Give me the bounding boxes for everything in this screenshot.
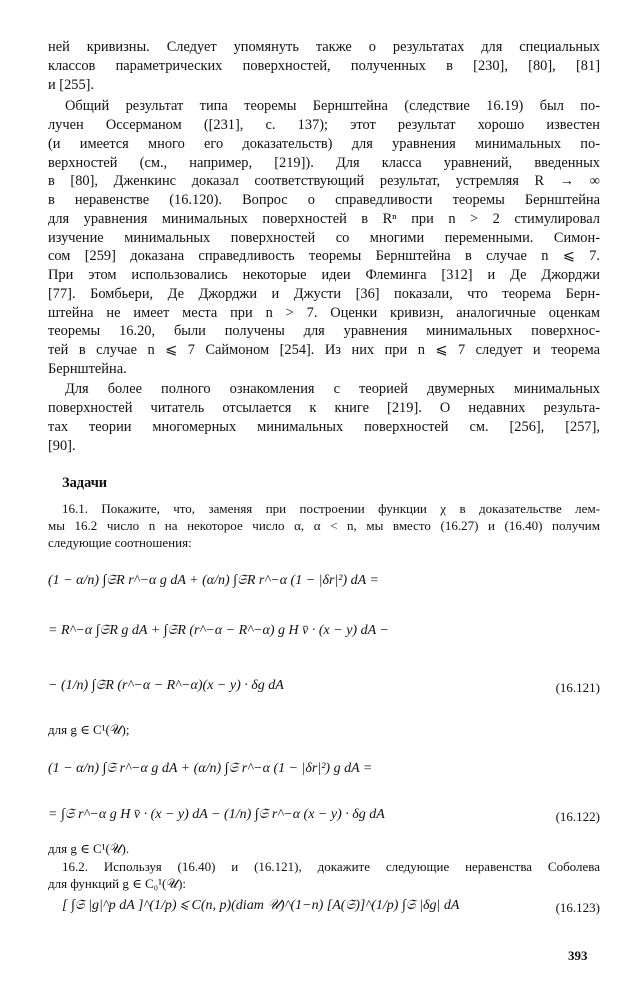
text-line: Бернштейна.	[48, 361, 127, 377]
text-line: в [80], Дженкинс доказал соответствующий результат, устремляя R → ∞	[48, 173, 600, 189]
text-line: для уравнения минимальных поверхностей в Rⁿ при n > 2 стимулировал	[48, 211, 600, 227]
text-line: (и имеется много его доказательств) для уравнения минимальных по-	[48, 136, 600, 152]
equation-number: (16.123)	[555, 900, 600, 915]
formula: = R^−α ∫𝔖R g dA + ∫𝔖R (r^−α − R^−α) g H v̄ · (x − y) dA −	[48, 623, 389, 638]
text-line: лучен Оссерманом ([231], с. 137); этот результат хорошо известен	[48, 117, 600, 133]
task-text-line: следующие соотношения:	[48, 535, 192, 550]
condition-text: для g ∈ C¹(𝒰);	[48, 722, 130, 737]
formula: (1 − α/n) ∫𝔖R r^−α g dA + (α/n) ∫𝔖R r^−α (1 − |δr|²) dA =	[48, 573, 379, 588]
text-line: Для более полного ознакомления с теорией двумерных минимальных	[65, 381, 600, 397]
section-heading: Задачи	[62, 475, 108, 491]
text-line: поверхностей читатель отсылается к книге [219]. О недавних результа-	[48, 400, 600, 416]
text-line: и [255].	[48, 77, 95, 93]
text-line: штейна не имеет места при n > 7. Оценки кривизн, аналогичные оценкам	[48, 305, 600, 321]
page-number: 393	[568, 948, 588, 963]
equation-number: (16.121)	[555, 680, 600, 695]
text-line: [77]. Бомбьери, Де Джорджи и Джусти [36] показали, что теорема Берн-	[48, 286, 600, 302]
text-line: изучение минимальных поверхностей со многими переменными. Симон-	[48, 230, 600, 246]
task-text-line: 16.1. Покажите, что, заменяя при построении функции χ в доказательстве лем-	[62, 501, 600, 516]
formula: [ ∫𝔖 |g|^p dA ]^(1/p) ⩽ C(n, p)(diam 𝒰)^(1−n) [A(𝔖)]^(1/p) ∫𝔖 |δg| dA	[62, 898, 460, 913]
formula: − (1/n) ∫𝔖R (r^−α − R^−α)(x − y) · δg dA	[48, 678, 284, 693]
text-line: верхностей (см., например, [219]). Для класса уравнений, введенных	[48, 155, 600, 171]
formula: (1 − α/n) ∫𝔖 r^−α g dA + (α/n) ∫𝔖 r^−α (1 − |δr|²) g dA =	[48, 761, 373, 776]
text-line: При этом использовались некоторые идеи Флеминга [312] и Де Джорджи	[48, 267, 600, 283]
task-text-line: мы 16.2 число n на некоторое число α, α < n, мы вместо (16.27) и (16.40) получим	[48, 518, 600, 533]
text-line: ней кривизны. Следует упомянуть также о результатах для специальных	[48, 39, 600, 55]
text-line: классов параметрических поверхностей, полученных в [230], [80], [81]	[48, 58, 600, 74]
task-text-line: для функций g ∈ C₀¹(𝒰):	[48, 876, 187, 891]
text-line: тах теории многомерных минимальных поверхностей см. [256], [257],	[48, 419, 600, 435]
text-line: Общий результат типа теоремы Бернштейна (следствие 16.19) был по-	[65, 98, 600, 114]
text-line: сом [259] доказана справедливость теоремы Бернштейна в случае n ⩽ 7.	[48, 248, 600, 264]
text-line: [90].	[48, 438, 76, 454]
text-line: в неравенстве (16.120). Вопрос о справедливости теоремы Бернштейна	[48, 192, 600, 208]
formula: = ∫𝔖 r^−α g H v̄ · (x − y) dA − (1/n) ∫𝔖 r^−α (x − y) · δg dA	[48, 807, 385, 822]
text-line: теоремы 16.20, были получены для уравнения минимальных поверхнос-	[48, 323, 600, 339]
task-text-line: 16.2. Используя (16.40) и (16.121), докажите следующие неравенства Соболева	[62, 859, 600, 874]
equation-number: (16.122)	[555, 809, 600, 824]
condition-text: для g ∈ C¹(𝒰).	[48, 841, 130, 856]
text-line: тей в случае n ⩽ 7 Саймоном [254]. Из них при n ⩽ 7 следует и теорема	[48, 342, 600, 358]
